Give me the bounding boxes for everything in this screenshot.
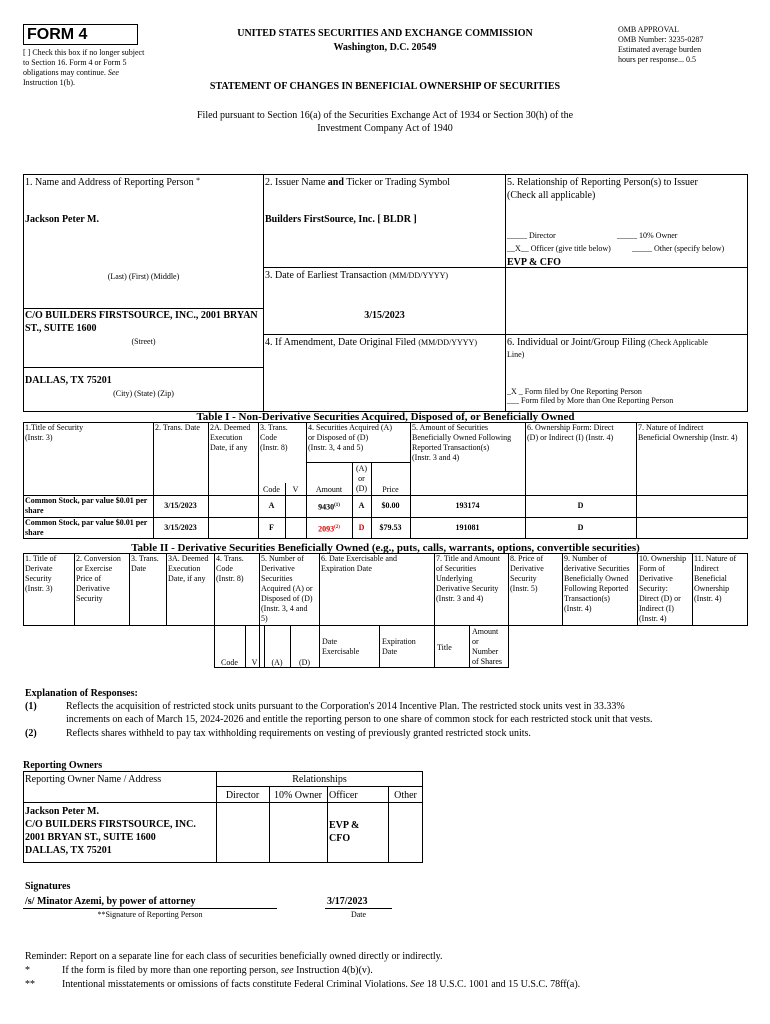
t1-r1-title: Common Stock, par value $0.01 per share [25,496,148,515]
issuer-name: Builders FirstSource, Inc. [ BLDR ] [265,214,417,225]
t1-r1-price: $0.00 [381,501,400,510]
t1-r1-date: 3/15/2023 [164,501,197,510]
t1-r1-amount: 9430$^{(1)}$ [318,502,340,512]
t2-sub-v: V [251,658,258,667]
t1-sub-aod: (A) or (D) [355,464,368,493]
multi-person-option[interactable]: ___ Form filed by More than One Reporting Person [507,396,674,405]
t1-r1-owned: 193174 [455,501,480,510]
t2-h2: 2. Conversion or Exercise Price of Derivative Security [76,554,121,603]
t1-r2-price: $79.53 [379,523,402,532]
t1-r2-owned: 191081 [455,523,480,532]
t1-sub-code: Code [263,485,280,494]
reporting-person-city: DALLAS, TX 75201 [25,375,112,386]
t2-h4: 4. Trans. Code (Instr. 8) [216,554,244,583]
footnote-1-num: (1) [25,701,37,712]
statement-title: STATEMENT OF CHANGES IN BENEFICIAL OWNERSHIP OF SECURITIES [209,81,561,92]
agency-city: Washington, D.C. 20549 [333,42,437,53]
earliest-transaction-date: 3/15/2023 [364,310,405,321]
t2-sub-title: Title [437,643,452,652]
footnote-2-num: (2) [25,728,37,739]
owners-col-director: Director [225,790,260,801]
t1-h-title: 1.Title of Security (Instr. 3) [25,423,84,442]
signature-value: /s/ Minator Azemi, by power of attorney [25,896,196,907]
t1-h-code: 3. Trans. Code (Instr. 8) [260,423,288,452]
t1-h-amount-owned: 5. Amount of Securities Beneficially Owned Following Reported Transaction(s) (Instr. 3 and 4) [412,423,512,462]
t2-h1: 1. Title of Derivate Security (Instr. 3) [25,554,57,593]
form-title-box [23,24,138,45]
footnote-star: * [25,965,30,976]
t2-h11: 11. Nature of Indirect Beneficial Ownership (Instr. 4) [694,554,737,603]
t1-r2-date: 3/15/2023 [164,523,197,532]
one-person-option[interactable]: _X _ Form filed by One Reporting Person [507,387,642,396]
street-sublabel: (Street) [131,337,156,346]
signature-label: **Signature of Reporting Person [97,910,203,919]
t2-sub-amount: Amount or Number of Shares [472,627,502,666]
signature-date-label: Date [350,910,367,919]
relationship-label-2: (Check all applicable) [507,190,596,201]
director-checkbox[interactable]: _____ Director [507,231,556,240]
officer-checkbox[interactable]: __X__ Officer (give title below) [507,244,611,253]
ten-percent-owner-checkbox[interactable]: _____ 10% Owner [617,231,678,240]
t1-h-ownership-form: 6. Ownership Form: Direct (D) or Indirect (I) (Instr. 4) [527,423,614,442]
reporting-person-label: 1. Name and Address of Reporting Person * [25,176,201,188]
owners-col-rel: Relationships [292,774,347,785]
filing-type-label: 6. Individual or Joint/Group Filing (Check Applicable [507,337,708,348]
t1-r2-form: D [577,523,584,532]
officer-title: EVP & CFO [507,257,561,268]
t1-h-deemed: 2A. Deemed Execution Date, if any [210,423,251,452]
t2-h9: 9. Number of derivative Securities Beneficially Owned Following Reported Transaction(s) (Instr. 4) [564,554,630,613]
table2-title: Table II - Derivative Securities Beneficially Owned (e.g., puts, calls, warrants, options, convertible securities) [131,542,640,554]
owner-officer-title: EVP & CFO [329,820,360,844]
filing-type-label-2: Line) [507,350,525,359]
t2-sub-exercisable: Date Exercisable [322,637,360,656]
agency-name: UNITED STATES SECURITIES AND EXCHANGE COMMISSION [237,28,533,39]
owners-col-name: Reporting Owner Name / Address [25,774,162,785]
omb-approval: OMB APPROVAL OMB Number: 3235-0287 Estimated average burden hours per response... 0.5 [618,25,704,64]
footnote-1-line1: Reflects the acquisition of restricted stock units pursuant to the Corporation's 2014 Incentive Plan. The restricted stock units vest in 33.33% [66,701,625,712]
owners-heading: Reporting Owners [23,760,103,771]
other-checkbox[interactable]: _____ Other (specify below) [632,244,725,253]
t1-r1-form: D [577,501,584,510]
relationship-label: 5. Relationship of Reporting Person(s) to Issuer [507,177,698,188]
issuer-label: 2. Issuer Name and Ticker or Trading Symbol [265,177,451,188]
t2-sub-expiration: Expiration Date [382,637,416,656]
t2-h6: 6. Date Exercisable and Expiration Date [321,554,397,573]
no-longer-subject-note: [ ] Check this box if no longer subject to Section 16. Form 4 or Form 5 obligations may continue. See Instruction 1(b). [23,48,145,87]
t2-h3: 3. Trans. Date [131,554,159,573]
form-title: FORM 4 [27,26,88,43]
filed-pursuant-1: Filed pursuant to Section 16(a) of the Securities Exchange Act of 1934 or Section 30(h) of the [196,110,574,121]
owners-col-other: Other [394,790,417,801]
city-sublabel: (City) (State) (Zip) [113,389,174,398]
t2-h7: 7. Title and Amount of Securities Underlying Derivative Security (Instr. 3 and 4) [436,554,501,603]
filed-pursuant-2: Investment Company Act of 1940 [317,123,453,134]
signature-date: 3/17/2023 [327,896,368,907]
t2-h8: 8. Price of Derivative Security (Instr. 5) [510,554,544,593]
t2-sub-d: (D) [298,658,311,667]
table1-title: Table I - Non-Derivative Securities Acquired, Disposed of, or Beneficially Owned [196,411,575,423]
name-sublabel: (Last) (First) (Middle) [107,272,180,281]
issuer-box [263,174,506,412]
t1-r2-title: Common Stock, par value $0.01 per share [25,518,148,537]
t1-sub-amount: Amount [315,485,343,494]
t1-h-date: 2. Trans. Date [155,423,200,432]
t1-h-acquired: 4. Securities Acquired (A) or Disposed of (D) (Instr. 3, 4 and 5) [308,423,392,452]
t1-r2-amount: 2093$^{(2)}$ [318,524,340,534]
t2-h3a: 3A. Deemed Execution Date, if any [168,554,209,583]
amendment-label: 4. If Amendment, Date Original Filed (MM/DD/YYYY) [265,337,477,348]
t1-r1-code: A [268,501,275,510]
reporting-person-name: Jackson Peter M. [25,214,99,225]
footnote-dstar-text: Intentional misstatements or omissions of facts constitute Federal Criminal Violations. See 18 U.S.C. 1001 and 15 U.S.C. 78ff(a). [62,979,581,990]
reminder-text: Reminder: Report on a separate line for each class of securities beneficially owned directly or indirectly. [25,951,443,962]
footnote-dstar: ** [25,979,35,990]
footnote-star-text: If the form is filed by more than one reporting person, see Instruction 4(b)(v). [62,965,373,976]
footnote-1-line2: increments on each of March 15, 2024-2026 and entitle the reporting person to one share of common stock for each restricted stock unit that vests. [66,714,653,725]
t2-sub-code: Code [221,658,238,667]
relationship-box [505,174,748,412]
explanation-heading: Explanation of Responses: [25,688,138,699]
footnote-2-line1: Reflects shares withheld to pay tax withholding requirements on vesting of previously granted restricted stock units. [66,728,531,739]
owner-name-address: Jackson Peter M. C/O BUILDERS FIRSTSOURCE, INC. 2001 BRYAN ST., SUITE 1600 DALLAS, TX 75201 [25,806,196,856]
t1-sub-price: Price [382,485,399,494]
earliest-transaction-label: 3. Date of Earliest Transaction (MM/DD/YYYY) [265,270,449,281]
t1-r1-aod: A [358,501,365,510]
t2-sub-a: (A) [271,658,283,667]
t2-h10: 10. Ownership Form of Derivative Security: Direct (D) or Indirect (I) (Instr. 4) [639,554,687,623]
owners-col-officer: Officer [329,790,358,801]
t1-r2-aod: D [358,523,365,532]
t1-r2-code: F [269,523,274,532]
signatures-heading: Signatures [25,881,71,892]
t1-sub-v: V [292,485,299,494]
t1-h-nature: 7. Nature of Indirect Beneficial Ownership (Instr. 4) [638,423,738,442]
owners-col-ten: 10% Owner [273,790,323,801]
t2-h5: 5. Number of Derivative Securities Acquired (A) or Disposed of (D) (Instr. 3, 4 and 5) [261,554,313,623]
reporting-person-street: C/O BUILDERS FIRSTSOURCE, INC., 2001 BRYAN ST., SUITE 1600 [25,310,258,334]
